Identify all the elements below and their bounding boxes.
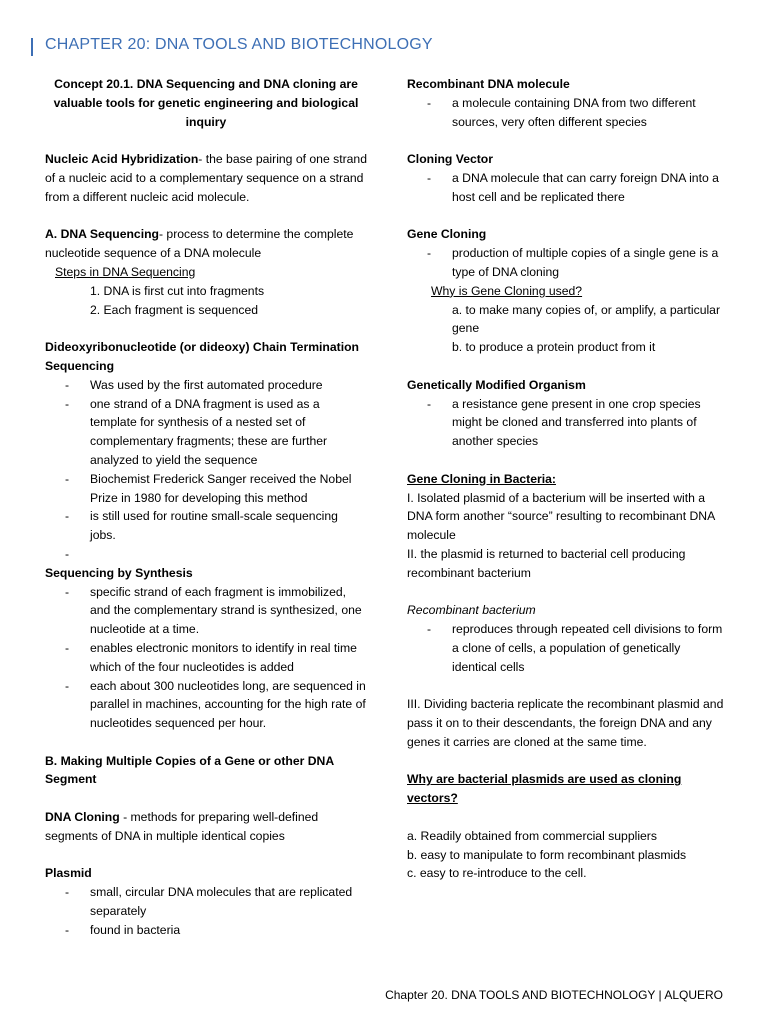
plasmid-item: - found in bacteria	[65, 922, 181, 937]
hybridization-definition: - the base pairing of one strand of a nucleic acid to a complementary sequence on a strand from a different nucleic acid molecule.	[45, 152, 367, 204]
plasmid-reason: b. easy to manipulate to form recombinant plasmids	[407, 847, 687, 862]
gmo-item: - a resistance gene present in one crop species might be cloned and transferred into plants of another species	[427, 396, 701, 449]
copies-heading: B. Making Multiple Copies of a Gene or other DNA Segment	[45, 753, 334, 787]
dideoxy-item: - Was used by the first automated procedure	[65, 377, 323, 392]
plasmid-item: - small, circular DNA molecules that are replicated separately	[65, 885, 353, 919]
plasmid-heading: Plasmid	[45, 866, 92, 881]
bacteria-step-1: I. Isolated plasmid of a bacterium will be inserted with a DNA form another “source” resulting to recombinant DNA molecule	[407, 490, 715, 543]
step-item: 2. Each fragment is sequenced	[90, 302, 259, 317]
why-cloning-item: a. to make many copies of, or amplify, a particular gene	[452, 302, 721, 336]
page-footer: Chapter 20. DNA TOOLS AND BIOTECHNOLOGY | ALQUERO	[385, 988, 723, 1002]
dideoxy-heading: Dideoxyribonucleotide (or dideoxy) Chain Termination Sequencing	[45, 340, 359, 373]
gmo-heading: Genetically Modified Organism	[407, 377, 586, 392]
cloning-definition: - methods for preparing well-defined segments of DNA in multiple identical copies	[45, 810, 319, 843]
dideoxy-item-empty: -	[65, 546, 70, 561]
bacteria-step-2: II. the plasmid is returned to bacterial cell producing recombinant bacterium	[407, 546, 686, 580]
dideoxy-item: - Biochemist Frederick Sanger received the Nobel Prize in 1980 for developing this method	[65, 471, 352, 505]
concept-heading: Concept 20.1. DNA Sequencing and DNA cloning are valuable tools for genetic engineering and biological inquiry	[53, 77, 359, 129]
steps-heading: Steps in DNA Sequencing	[55, 264, 196, 279]
dideoxy-item: - is still used for routine small-scale sequencing jobs.	[65, 509, 338, 543]
step-item: 1. DNA is first cut into fragments	[90, 283, 265, 298]
recombinant-heading: Recombinant DNA molecule	[407, 77, 570, 91]
sequencing-definition: - process to determine the complete nucleotide sequence of a DNA molecule	[45, 227, 354, 261]
left-column	[45, 75, 367, 940]
recombinant-bacterium-heading: Recombinant bacterium	[407, 603, 536, 618]
right-column	[407, 75, 727, 883]
why-cloning-heading: Why is Gene Cloning used?	[431, 283, 583, 298]
vector-item: - a DNA molecule that can carry foreign DNA into a host cell and be replicated there	[427, 170, 719, 204]
hybridization-term: Nucleic Acid Hybridization	[45, 152, 199, 167]
gene-cloning-heading: Gene Cloning	[407, 227, 487, 242]
sequencing-term: A. DNA Sequencing	[45, 227, 159, 242]
sbs-item: - each about 300 nucleotides long, are sequenced in parallel in machines, accounting for the high rate of nucleotides sequenced per hour.	[65, 678, 366, 731]
sbs-heading: Sequencing by Synthesis	[45, 565, 193, 580]
gene-cloning-item: - production of multiple copies of a single gene is a type of DNA cloning	[427, 246, 719, 279]
hybridization-paragraph	[45, 150, 367, 206]
chapter-title: CHAPTER 20: DNA TOOLS AND BIOTECHNOLOGY	[45, 36, 433, 53]
cloning-term: DNA Cloning	[45, 810, 120, 825]
recombinant-item: - a molecule containing DNA from two different sources, very often different species	[427, 95, 696, 129]
sequencing-paragraph	[45, 225, 367, 263]
dideoxy-item: - one strand of a DNA fragment is used as a template for synthesis of a nested set of complementary fragments; these are further analyzed to yield the sequence	[65, 396, 328, 467]
bacteria-heading: Gene Cloning in Bacteria:	[407, 471, 556, 486]
header-accent-bar	[31, 38, 33, 56]
plasmid-reason: c. easy to re-introduce to the cell.	[407, 866, 587, 881]
plasmids-why-heading: Why are bacterial plasmids are used as cloning vectors?	[407, 772, 682, 806]
bacteria-step-3: III. Dividing bacteria replicate the recombinant plasmid and pass it on to their descendants, the foreign DNA and any genes it carries are cloned at the same time.	[407, 697, 724, 749]
cloning-paragraph	[45, 808, 367, 846]
sbs-item: - enables electronic monitors to identify in real time which of the four nucleotides is added	[65, 640, 357, 674]
plasmid-reason: a. Readily obtained from commercial suppliers	[407, 828, 657, 843]
recombinant-bacterium-item: - reproduces through repeated cell divisions to form a clone of cells, a population of genetically identical cells	[427, 622, 723, 674]
vector-heading: Cloning Vector	[407, 152, 493, 167]
sbs-item: - specific strand of each fragment is immobilized, and the complementary strand is synthesized, one nucleotide at a time.	[65, 584, 362, 637]
why-cloning-item: b. to produce a protein product from it	[452, 340, 656, 355]
